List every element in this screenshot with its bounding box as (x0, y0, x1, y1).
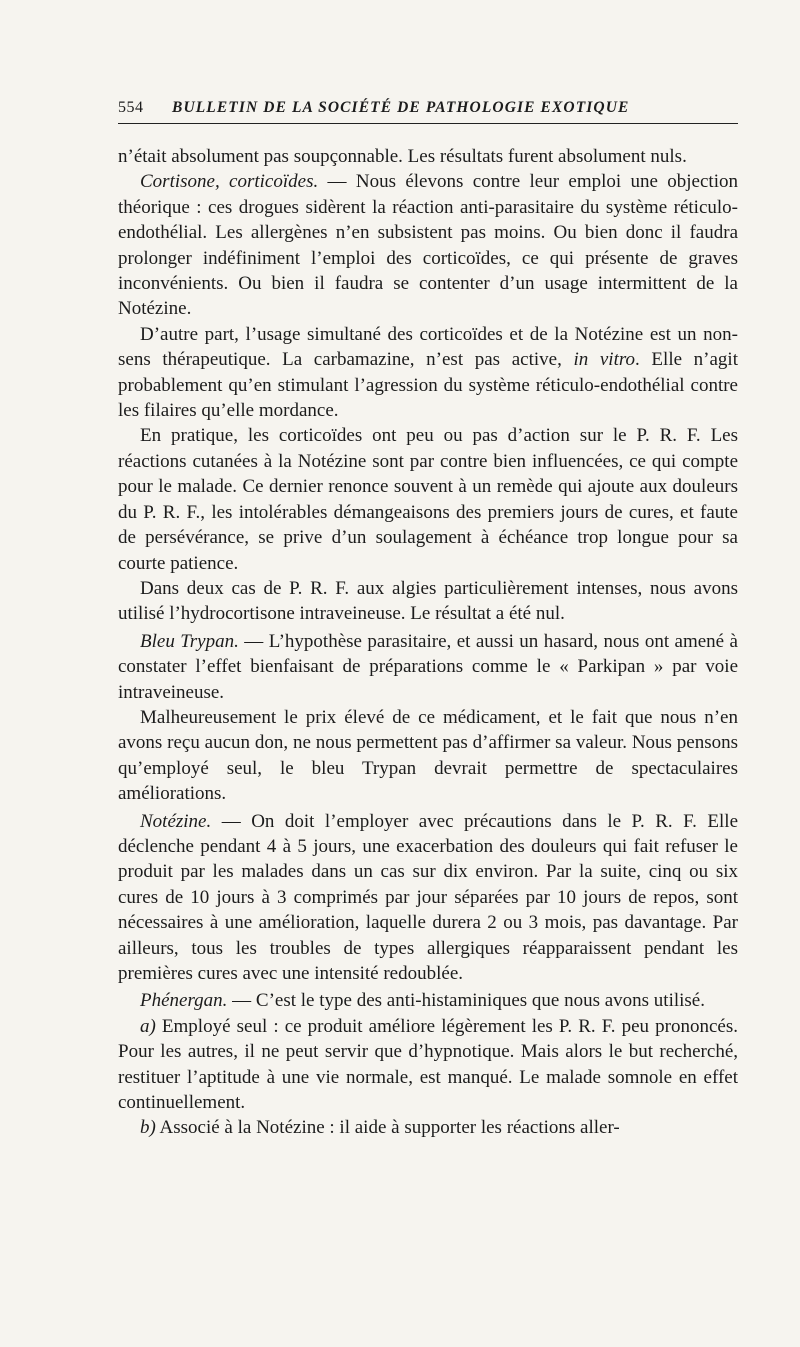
paragraph-text: Dans deux cas de P. R. F. aux algies particulièrement intenses, nous avons utilisé l’hydrocortisone intraveineuse. Le résultat a été nul. (118, 577, 738, 625)
paragraph-text: — L’hypothèse parasitaire, et aussi un hasard, nous ont amené à constater l’effet bienfaisant de préparations comme le « Parkipan » par voie intraveineuse. (118, 630, 738, 703)
page-header (118, 99, 738, 124)
running-title: BULLETIN DE LA SOCIÉTÉ DE PATHOLOGIE EXOTIQUE (172, 99, 630, 116)
paragraph-notezine (118, 809, 738, 987)
page-number: 554 (118, 99, 144, 116)
paragraph (118, 576, 738, 627)
paragraph-cortisone (118, 169, 738, 321)
paragraph-text: Malheureusement le prix élevé de ce médicament, et le fait que nous n’en avons reçu aucun don, ne nous permettent pas d’affirmer sa valeur. Nous pensons qu’employé seul, le bleu Trypan devrait permettre de spectaculaires améliorations. (118, 706, 738, 805)
list-marker: b) (140, 1117, 156, 1139)
paragraph-text: — C’est le type des anti-histaminiques que nous avons utilisé. (227, 990, 705, 1012)
paragraph-bleu-trypan (118, 629, 738, 705)
paragraph-text: — On doit l’employer avec précautions dans le P. R. F. Elle déclenche pendant 4 à 5 jours, une exacerbation des douleurs qui fait refuser le produit par les malades dans un cas sur dix environ. Par la suite, cinq ou six cures de 10 jours à 3 comprimés par jour séparées par 10 jours de repos, sont nécessaires à une amélioration, laquelle durera 2 ou 3 mois, pas davantage. Par ailleurs, tous les troubles de types allergiques réapparaissent pendant les premières cures avec une intensité redoublée. (118, 810, 738, 984)
paragraph-text: n’était absolument pas soupçonnable. Les résultats furent absolument nuls. (118, 146, 687, 167)
paragraph-text: Employé seul : ce produit améliore légèrement les P. R. F. peu prononcés. Pour les autres, il ne peut servir que d’hypnotique. Mais alors le but recherché, restituer l’aptitude à une vie normale, est manqué. Le malade somnole en effet continuellement. (118, 1015, 738, 1114)
section-heading: Bleu Trypan. (140, 630, 239, 652)
paragraph-phenergan (118, 988, 738, 1013)
section-heading: Cortisone, corticoïdes. (140, 171, 319, 193)
paragraph-item-a (118, 1014, 738, 1116)
paragraph-item-b (118, 1115, 738, 1140)
section-heading: Phénergan. (140, 990, 228, 1012)
body-text (118, 144, 738, 1141)
paragraph-text: Associé à la Notézine : il aide à supporter les réactions aller- (155, 1117, 620, 1139)
paragraph (118, 144, 738, 169)
paragraph-text: . Elle n’agit probablement qu’en stimulant l’agression du système réticulo-endothélial contre les filaires qu’elle mordance. (118, 349, 738, 422)
paragraph (118, 705, 738, 807)
italic-term: in vitro (573, 349, 636, 371)
paragraph (118, 423, 738, 575)
paragraph-text: En pratique, les corticoïdes ont peu ou pas d’action sur le P. R. F. Les réactions cutanées à la Notézine sont par contre bien influencées, ce qui compte pour le malade. Ce dernier renonce souvent à un remède qui ajoute aux douleurs du P. R. F., les intolérables démangeaisons des premiers jours de cures, et faute de persévérance, se prive d’un soulagement à échéance trop longue pour sa courte patience. (118, 425, 738, 574)
section-heading: Notézine. (140, 810, 212, 832)
paragraph-text: — Nous élevons contre leur emploi une objection théorique : ces drogues sidèrent la réaction anti-parasitaire du système réticulo-endothélial. Les allergènes n’en subsistent pas moins. Ou bien donc il faudra prolonger indéfiniment l’emploi des corticoïdes, ce qui présente de graves inconvénients. Ou bien il faudra se contenter d’un usage intermittent de la Notézine. (118, 171, 738, 320)
paragraph (118, 322, 738, 424)
list-marker: a) (140, 1015, 156, 1037)
paragraph-text: D’autre part, l’usage simultané des corticoïdes et de la Notézine est un non-sens thérapeutique. La carbamazine, n’est pas active, (118, 323, 738, 371)
